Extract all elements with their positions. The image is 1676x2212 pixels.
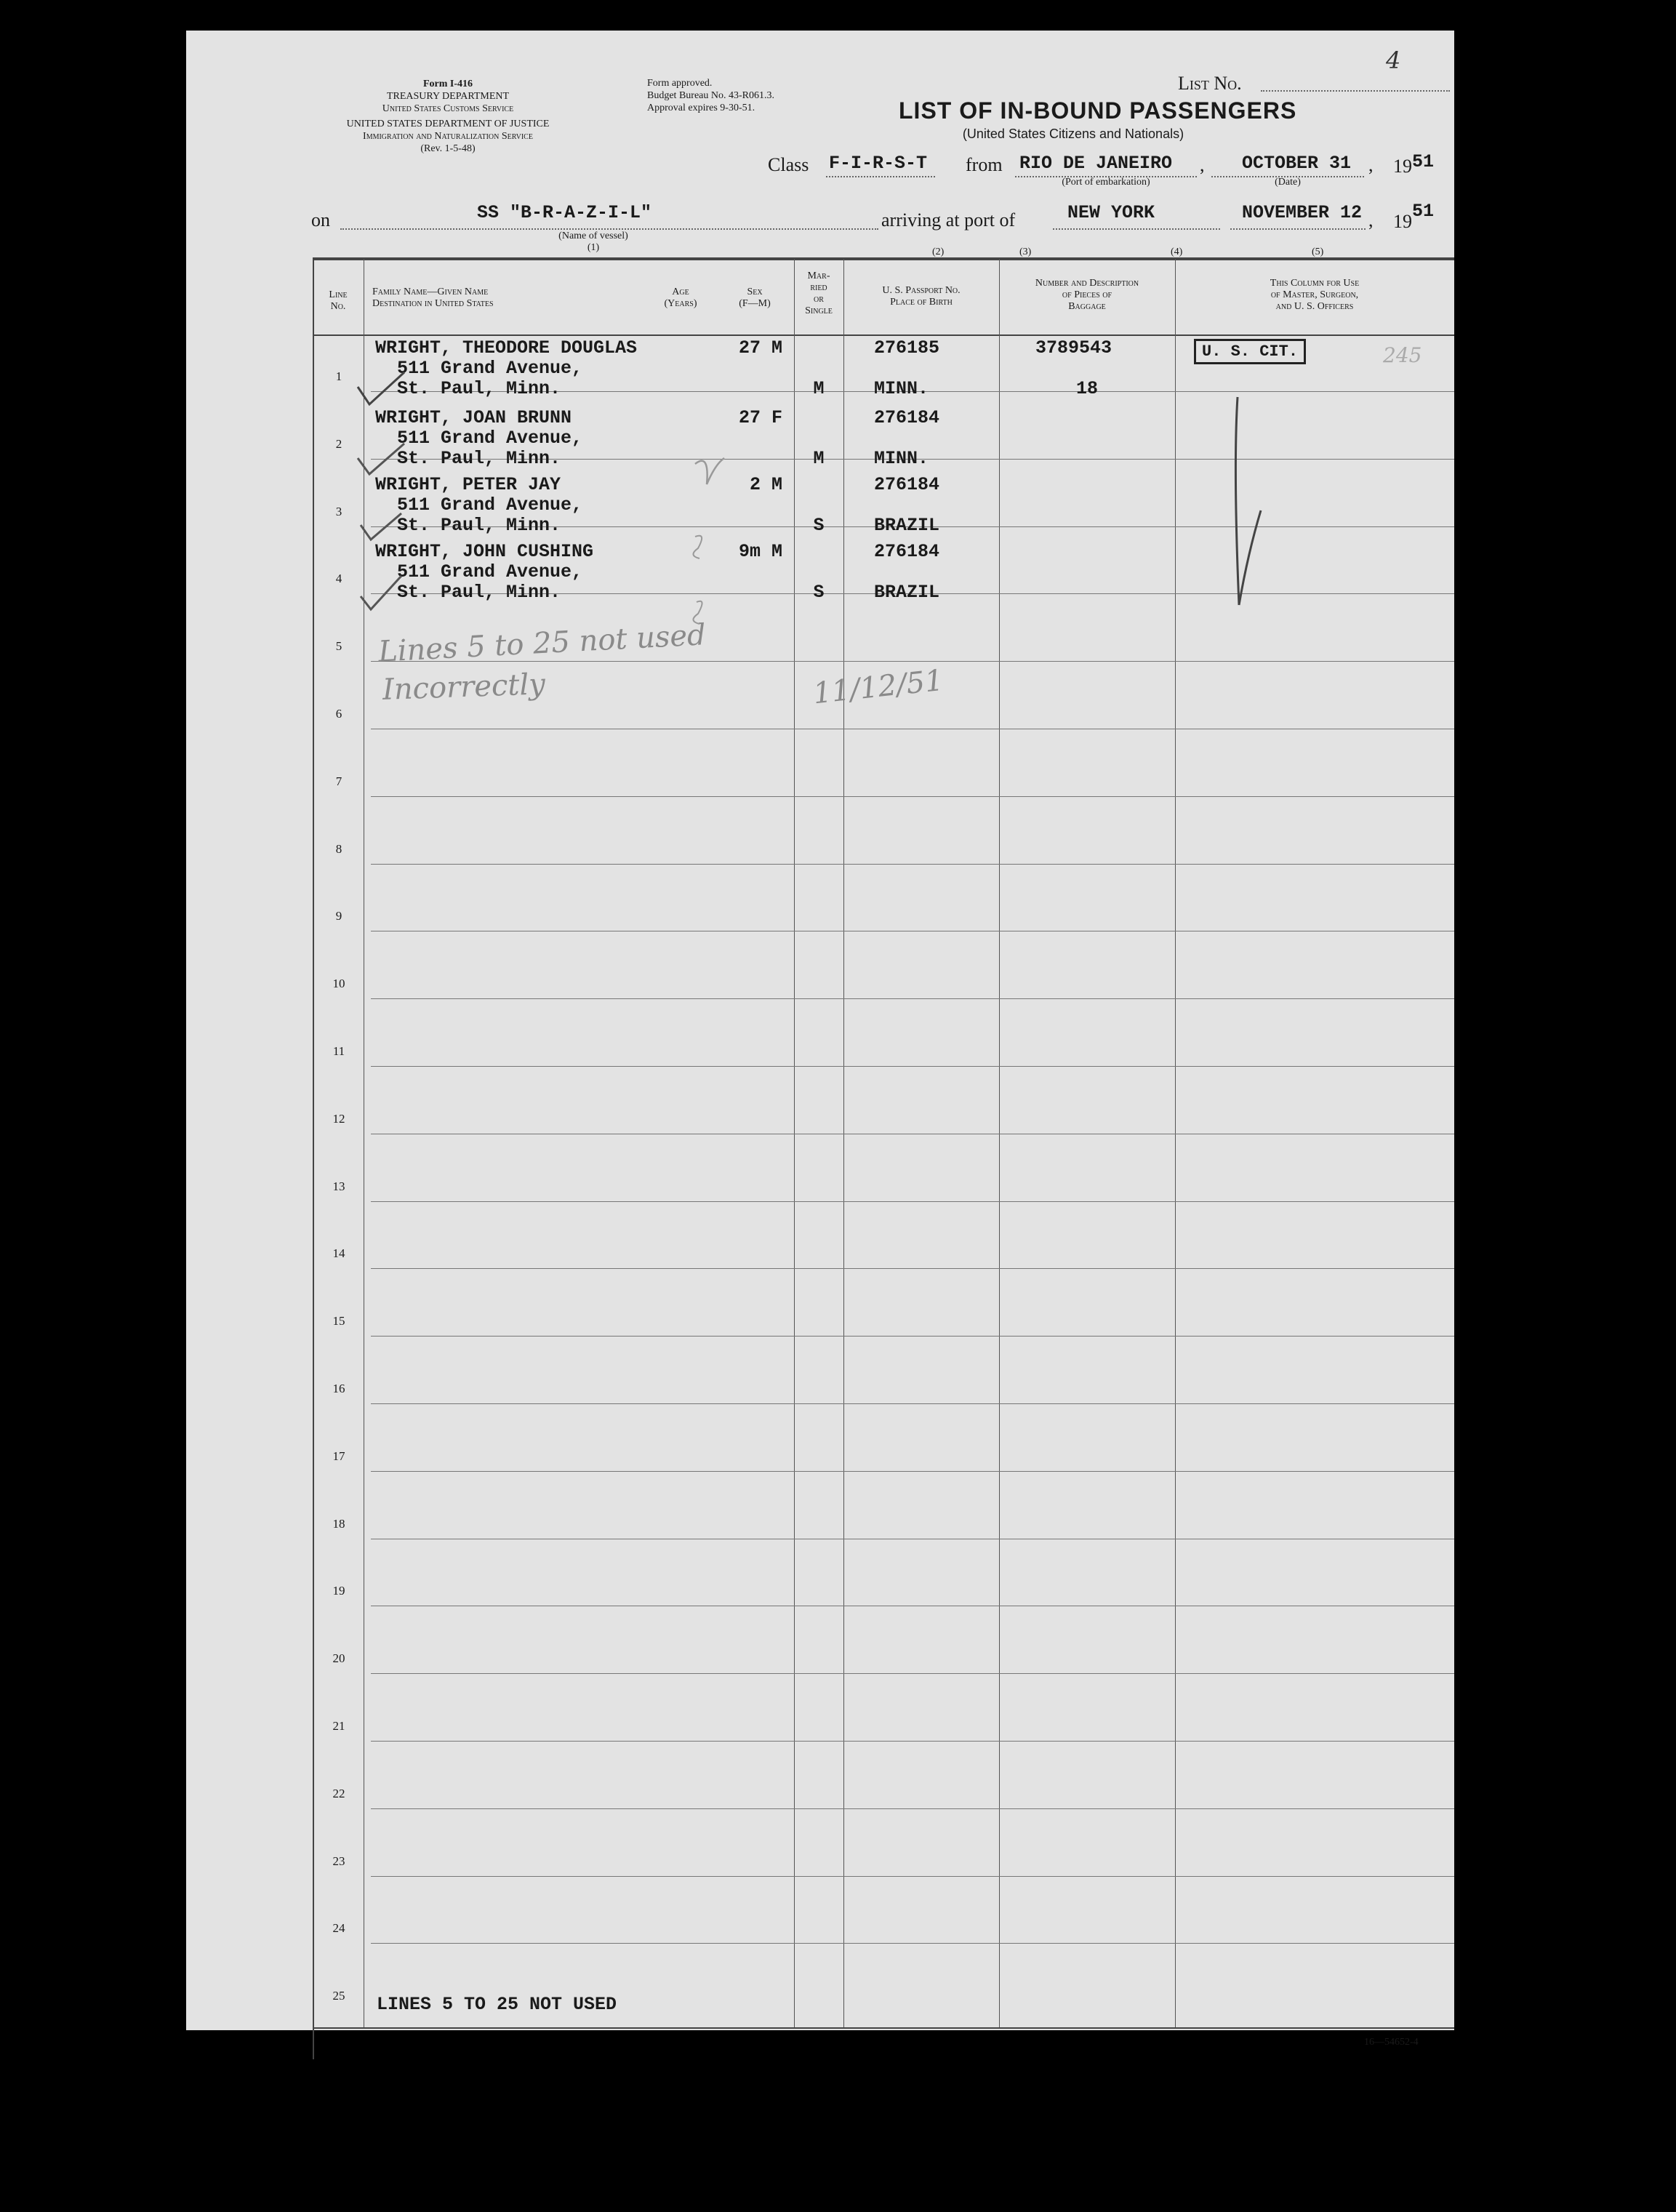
passenger-age-sex: 27 F <box>738 407 782 428</box>
approval-line-1: Form approved. <box>647 78 713 89</box>
handwritten-note-lines-not-used: Lines 5 to 25 not used <box>377 618 707 669</box>
line-number: 17 <box>332 1448 345 1463</box>
list-no-value: 4 <box>1386 47 1401 74</box>
page-subtitle: (United States Citizens and Nationals) <box>962 127 1184 141</box>
vessel-caption-num: (1) <box>587 242 600 253</box>
col-header-officers-3: and U. S. Officers <box>1275 301 1354 312</box>
col-header-officers-2: of Master, Surgeon, <box>1270 289 1359 300</box>
vessel-name: SS "B-R-A-Z-I-L" <box>477 202 652 223</box>
class-value: F-I-R-S-T <box>829 153 928 174</box>
line-number: 6 <box>335 707 342 721</box>
passenger-passport-no: 276185 <box>874 337 940 358</box>
passenger-marital-status: M <box>813 448 825 469</box>
passenger-name: WRIGHT, JOHN CUSHING <box>375 541 594 562</box>
col-header-line: Line <box>329 289 348 300</box>
passenger-address-city: St. Paul, Minn. <box>397 515 561 536</box>
from-label: from <box>966 154 1003 175</box>
line-number: 13 <box>332 1179 345 1193</box>
line-number: 14 <box>332 1246 345 1261</box>
justice-department: UNITED STATES DEPARTMENT OF JUSTICE <box>346 119 550 129</box>
ins-service: Immigration and Naturalization Service <box>363 131 533 142</box>
baggage-pieces: 18 <box>1076 378 1099 399</box>
page-title: LIST OF IN-BOUND PASSENGERS <box>899 97 1297 124</box>
arrival-port: NEW YORK <box>1067 202 1155 223</box>
line-number: 20 <box>332 1651 345 1666</box>
line-number: 19 <box>332 1584 345 1598</box>
passenger-address-city: St. Paul, Minn. <box>397 582 561 603</box>
col-num-2: (2) <box>932 247 945 257</box>
treasury-department: TREASURY DEPARTMENT <box>386 91 510 102</box>
col-header-passport: U. S. Passport No. <box>882 285 961 296</box>
col-num-3: (3) <box>1019 247 1032 257</box>
col-header-destination: Destination in United States <box>372 298 494 309</box>
col-header-sex-code: (F—M) <box>739 298 771 309</box>
line-number: 3 <box>335 504 342 518</box>
form-number: Form I-416 <box>422 79 473 89</box>
line-number: 22 <box>332 1786 345 1800</box>
year-suffix: 51 <box>1412 151 1435 172</box>
line-number: 9 <box>335 909 342 923</box>
line-number: 10 <box>332 977 345 991</box>
line-number: 1 <box>335 369 342 383</box>
line-number: 15 <box>332 1314 345 1329</box>
line-number: 4 <box>335 572 342 586</box>
col-header-age: Age <box>672 286 689 297</box>
col-num-4: (4) <box>1171 247 1183 257</box>
col-header-baggage-2: of Pieces of <box>1062 289 1112 300</box>
passenger-age-sex: 27 M <box>738 337 782 358</box>
line-number: 7 <box>335 774 342 788</box>
passenger-address-street: 511 Grand Avenue, <box>397 428 583 449</box>
on-label: on <box>311 209 330 231</box>
passenger-name: WRIGHT, THEODORE DOUGLAS <box>375 337 638 358</box>
col-header-married-4: Single <box>805 305 833 316</box>
handwritten-note-incorrectly: Incorrectly <box>382 668 546 707</box>
passenger-marital-status: S <box>813 515 825 536</box>
passenger-marital-status: M <box>813 378 825 399</box>
line-number: 11 <box>332 1044 345 1058</box>
col-header-married-2: ried <box>810 282 827 293</box>
line-number: 8 <box>335 841 342 856</box>
passenger-manifest-page: Form I-416 TREASURY DEPARTMENT United States Customs Service UNITED STATES DEPARTMENT OF JUSTICE Immigration and Naturalization Service (Rev. 1-5-48) Form approved. Budget Bureau No. 43-R061.3. Approval expires 9-30-51. List No. 4 LIST OF IN-BOUND PASSENGERS (United States Citizens and Nationals) Class F-I-R-S-T from RIO DE JANEIRO (Port of embarkation) , OCTOBER 31 (Date) , 19 51 on SS "B-R-A-Z-I-L" (Name of vessel) (1) arriving at port of NEW YORK NOVEMBER 12 , 19 51 (2) (3) (4) (5) Line No. Family Name—Given Name Destination in United States Age (Years) Sex (F—M) Mar- ried or Single U. S. Passport No. Place of Birth Number and Description of Pieces of Baggage This Column for Use of Master, Surgeon, and U. S. Officers 1 2 3 4 5 6 7 8 9 10 11 12 13 14 15 16 17 18 19 20 21 22 23 24 25 WRIGHT, THEODORE DOUGLAS 511 Grand Avenue, St. Paul, Minn. 27 M M 276185 MINN. 3789543 18 WRIGHT, JOAN BRUNN 511 Grand Avenue, St. Paul, Minn. 27 F M 276184 MINN. WRIGHT, PETER JAY 511 Grand Avenue, St. Paul, Minn. 2 M S 276184 BRAZIL WRIGHT, JOHN CUSHING 511 Grand Avenue, St. Paul, Minn. 9m M S 276184 BRAZIL U. S. CIT. 245 Lines 5 to 25 not used Incorrectly 11/12/51 LINES 5 TO 25 NOT USED 16—54652-4 <box>186 31 1454 2030</box>
handwritten-note-date: 11/12/51 <box>811 663 945 711</box>
footer-lines-not-used: LINES 5 TO 25 NOT USED <box>377 1994 617 2015</box>
passenger-marital-status: S <box>813 582 825 603</box>
passenger-name: WRIGHT, PETER JAY <box>375 474 561 495</box>
col-header-married-1: Mar- <box>807 271 830 281</box>
passenger-passport-no: 276184 <box>874 407 940 428</box>
col-header-baggage-3: Baggage <box>1068 301 1106 312</box>
arrival-date: NOVEMBER 12 <box>1242 202 1363 223</box>
line-number: 25 <box>332 1989 345 2003</box>
year-prefix: 19 <box>1393 156 1412 177</box>
list-no-label: List No. <box>1178 73 1242 94</box>
approval-line-2: Budget Bureau No. 43-R061.3. <box>647 90 774 101</box>
line-number: 23 <box>332 1854 345 1868</box>
us-citizen-stamp: U. S. CIT. <box>1194 339 1306 364</box>
passenger-passport-no: 276184 <box>874 474 940 495</box>
arrival-year-prefix: 19 <box>1393 211 1412 232</box>
passenger-birthplace: BRAZIL <box>874 582 940 603</box>
passenger-address-street: 511 Grand Avenue, <box>397 358 583 379</box>
port-embarkation-caption: (Port of embarkation) <box>1062 177 1150 188</box>
passenger-birthplace: BRAZIL <box>874 515 940 536</box>
passenger-address-city: St. Paul, Minn. <box>397 448 561 469</box>
passenger-address-street: 511 Grand Avenue, <box>397 561 583 582</box>
class-label: Class <box>768 154 809 175</box>
baggage-number: 3789543 <box>1035 337 1112 358</box>
passenger-birthplace: MINN. <box>874 448 929 469</box>
form-revision: (Rev. 1-5-48) <box>420 143 476 154</box>
pen-marks <box>186 31 1454 2030</box>
date-caption: (Date) <box>1275 177 1301 188</box>
departure-date: OCTOBER 31 <box>1242 153 1352 174</box>
line-number: 21 <box>332 1719 345 1733</box>
arrival-year-suffix: 51 <box>1412 201 1435 222</box>
line-number: 5 <box>335 639 342 654</box>
passenger-age-sex: 2 M <box>749 474 782 495</box>
line-number: 18 <box>332 1516 345 1531</box>
passenger-birthplace: MINN. <box>874 378 929 399</box>
passenger-address-street: 511 Grand Avenue, <box>397 494 583 516</box>
from-value: RIO DE JANEIRO <box>1019 153 1173 174</box>
passenger-name: WRIGHT, JOAN BRUNN <box>375 407 572 428</box>
passenger-address-city: St. Paul, Minn. <box>397 378 561 399</box>
print-code: 16—54652-4 <box>1364 2037 1419 2048</box>
col-header-name: Family Name—Given Name <box>372 286 489 297</box>
approval-line-3: Approval expires 9-30-51. <box>647 103 755 113</box>
col-num-5: (5) <box>1312 247 1324 257</box>
passenger-age-sex: 9m M <box>738 541 782 562</box>
line-number: 16 <box>332 1382 345 1395</box>
line-number: 24 <box>332 1921 345 1936</box>
customs-service: United States Customs Service <box>382 103 514 114</box>
col-header-age-unit: (Years) <box>664 298 697 309</box>
vessel-caption: (Name of vessel) <box>558 231 628 241</box>
arriving-label: arriving at port of <box>881 209 1016 231</box>
line-number: 2 <box>335 436 342 451</box>
line-number: 12 <box>332 1111 345 1126</box>
col-header-baggage-1: Number and Description <box>1035 278 1139 289</box>
faint-mark: 245 <box>1383 343 1422 367</box>
col-header-no: No. <box>330 301 346 312</box>
col-header-sex: Sex <box>747 286 763 297</box>
col-header-birthplace: Place of Birth <box>890 297 953 308</box>
col-header-married-3: or <box>814 294 824 305</box>
col-header-officers-1: This Column for Use <box>1270 278 1360 289</box>
passenger-passport-no: 276184 <box>874 541 940 562</box>
